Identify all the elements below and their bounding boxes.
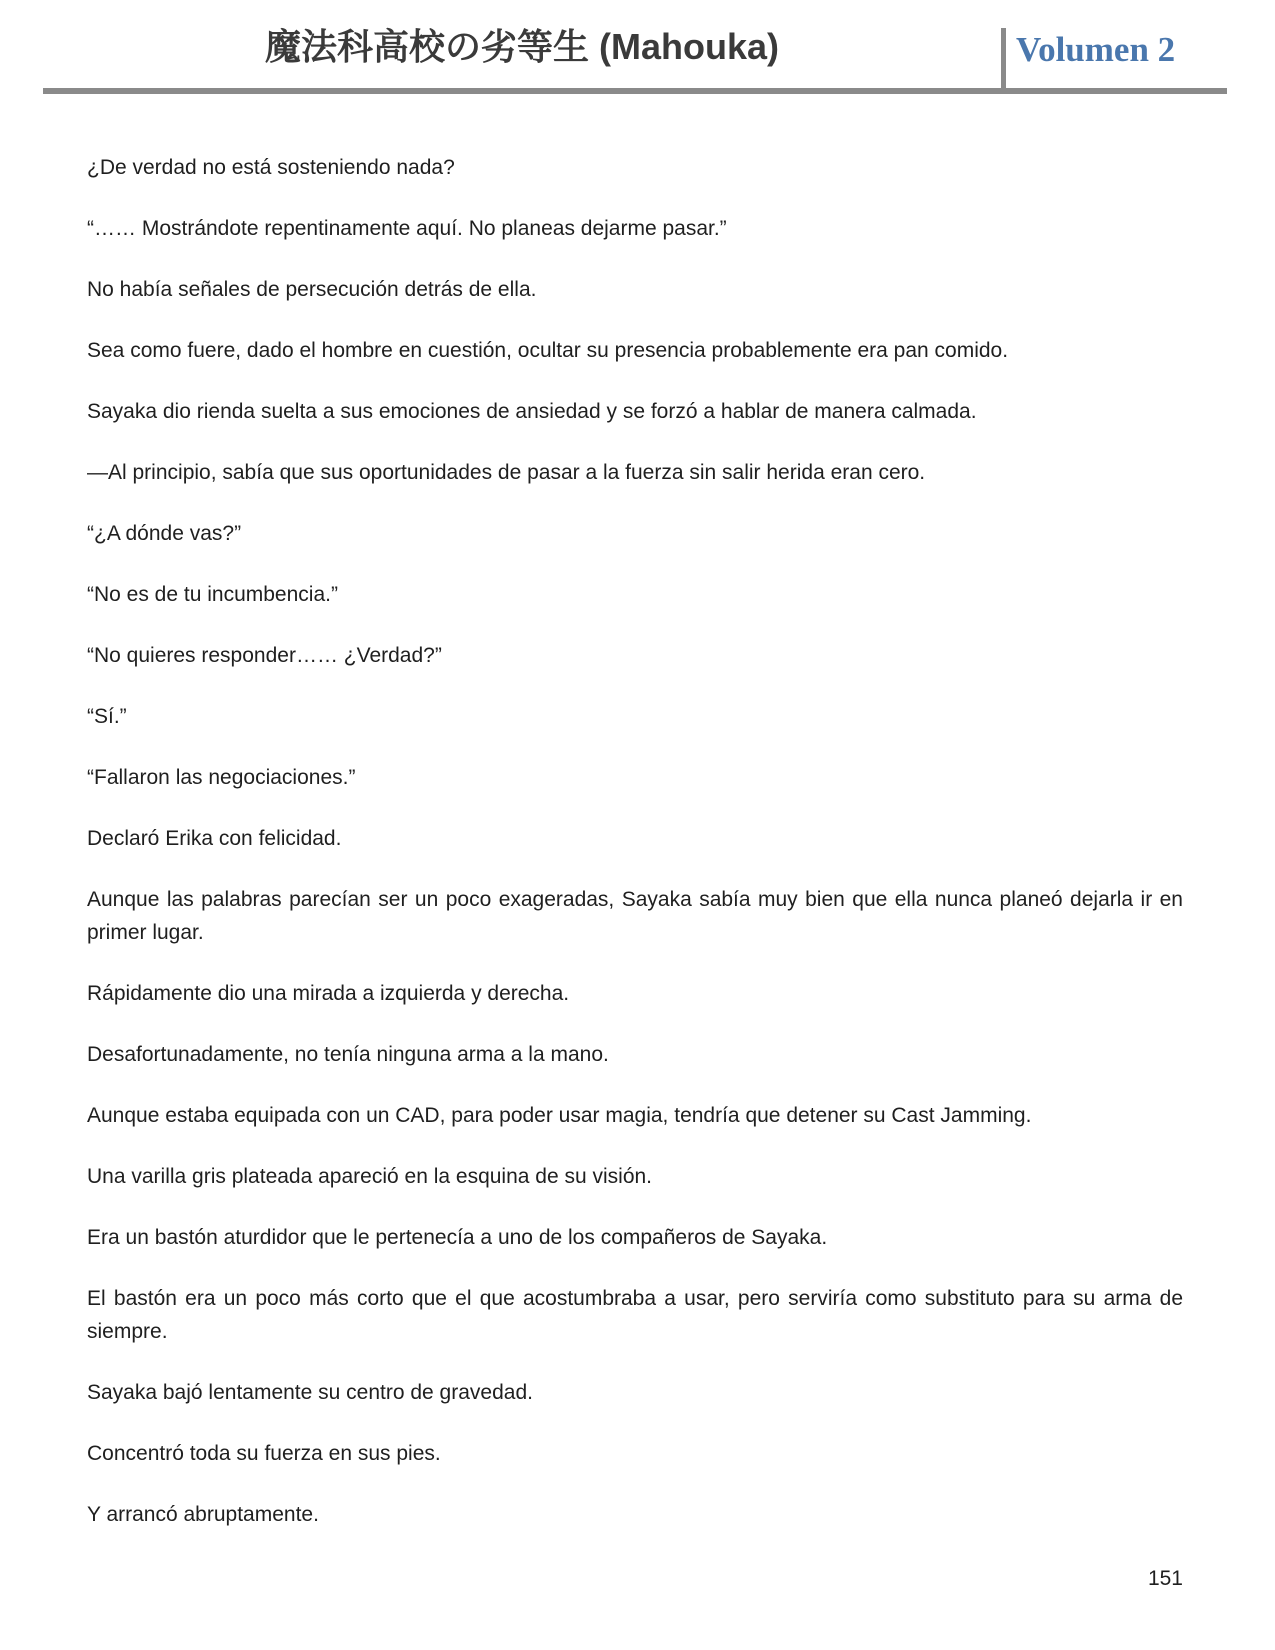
paragraph: ¿De verdad no está sosteniendo nada? xyxy=(87,156,455,179)
paragraph: “Fallaron las negociaciones.” xyxy=(87,766,356,789)
paragraph: Y arrancó abruptamente. xyxy=(87,1503,319,1526)
paragraph: “…… Mostrándote repentinamente aquí. No planeas dejarme pasar.” xyxy=(87,217,727,240)
paragraph: Una varilla gris plateada apareció en la esquina de su visión. xyxy=(87,1165,653,1188)
paragraph: Sea como fuere, dado el hombre en cuestión, ocultar su presencia probablemente era pan comido. xyxy=(87,339,1009,362)
paragraph: El bastón era un poco más corto que el que acostumbraba a usar, pero serviría como substituto para su arma de siempre. xyxy=(87,1287,1183,1343)
header-rule xyxy=(43,88,1227,94)
paragraph: Sayaka bajó lentamente su centro de gravedad. xyxy=(87,1381,533,1404)
paragraphs xyxy=(87,151,1183,1559)
paragraph: Aunque las palabras parecían ser un poco exageradas, Sayaka sabía muy bien que ella nunca planeó dejarla ir en primer lugar. xyxy=(87,888,1183,944)
document-title: 魔法科高校の劣等生 (Mahouka) xyxy=(264,26,779,67)
paragraph: Aunque estaba equipada con un CAD, para poder usar magia, tendría que detener su Cast Jamming. xyxy=(87,1104,1032,1127)
page-header xyxy=(0,0,1275,94)
page-number: 151 xyxy=(1147,1567,1183,1590)
paragraph: Rápidamente dio una mirada a izquierda y derecha. xyxy=(87,982,570,1005)
paragraph: “No quieres responder…… ¿Verdad?” xyxy=(87,644,442,667)
paragraph: No había señales de persecución detrás de ella. xyxy=(87,278,537,301)
paragraph: “Sí.” xyxy=(87,705,127,728)
header-vertical-divider xyxy=(1001,28,1006,90)
paragraph: “¿A dónde vas?” xyxy=(87,522,242,545)
paragraph: Sayaka dio rienda suelta a sus emociones de ansiedad y se forzó a hablar de manera calmada. xyxy=(87,400,977,423)
paragraph: —Al principio, sabía que sus oportunidades de pasar a la fuerza sin salir herida eran cero. xyxy=(87,461,926,484)
paragraph: Declaró Erika con felicidad. xyxy=(87,827,342,850)
paragraph: Concentró toda su fuerza en sus pies. xyxy=(87,1442,441,1465)
paragraph: “No es de tu incumbencia.” xyxy=(87,583,338,606)
paragraph: Era un bastón aturdidor que le pertenecía a uno de los compañeros de Sayaka. xyxy=(87,1226,828,1249)
volume-label: Volumen 2 xyxy=(1016,30,1176,69)
paragraph: Desafortunadamente, no tenía ninguna arma a la mano. xyxy=(87,1043,609,1066)
